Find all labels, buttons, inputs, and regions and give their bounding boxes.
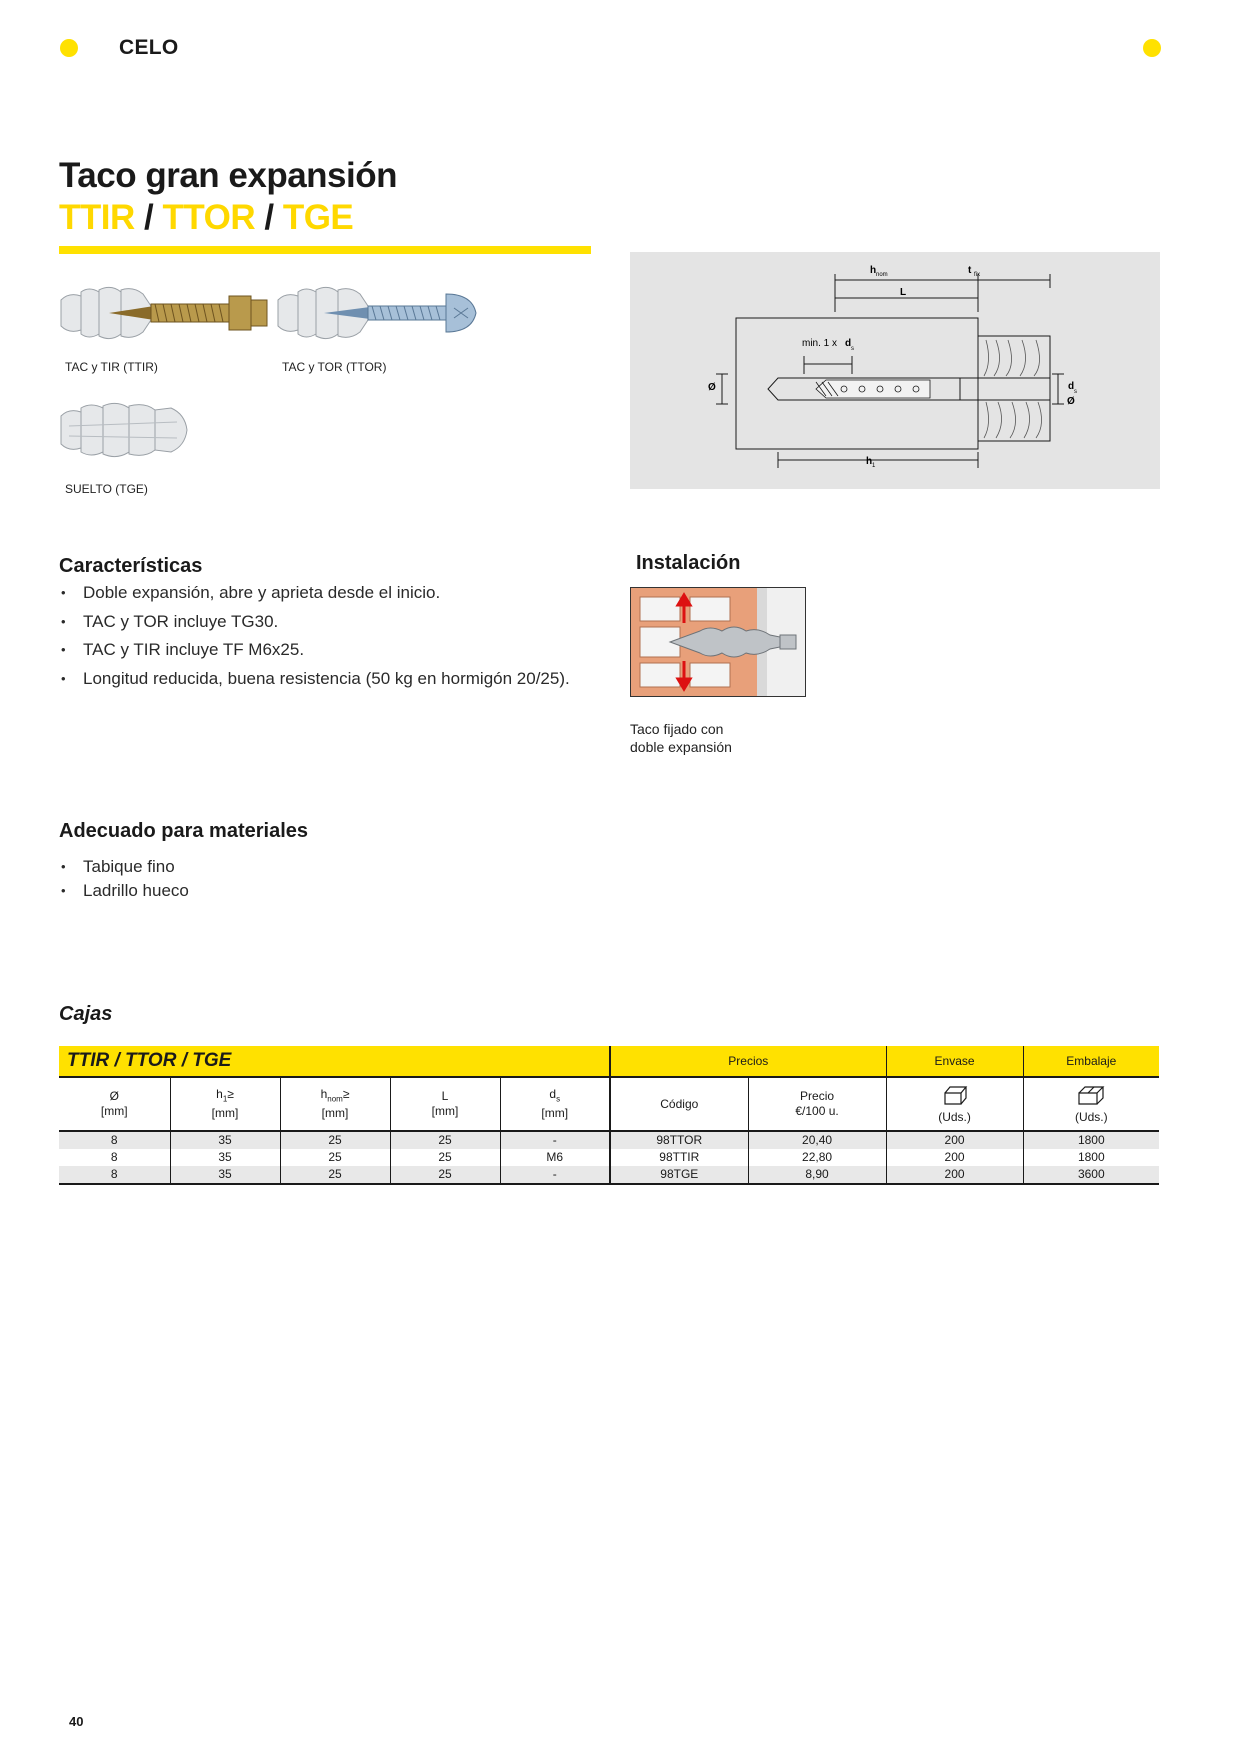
cajas-title: Cajas [59,1003,113,1025]
cell-ds: - [500,1131,610,1149]
svg-text:1: 1 [872,463,876,469]
cell-diam: 8 [59,1149,170,1166]
code-ttir: TTIR [59,198,135,237]
cell-codigo: 98TGE [610,1166,748,1184]
col-envase: (Uds.) [886,1077,1023,1131]
caption-ttir: TAC y TIR (TTIR) [65,360,158,374]
label-ds-right: d [1068,381,1075,392]
caracteristicas-title: Características [59,555,203,577]
materiales-title: Adecuado para materiales [59,820,308,842]
code-ttor: TTOR [162,198,256,237]
col-h1: $h_1\ge$ [mm] [170,1077,280,1131]
cell-envase: 200 [886,1166,1023,1184]
table-title: TTIR / TTOR / TGE [59,1046,610,1077]
box-icon [942,1084,968,1106]
label-min: min. 1 x [802,338,838,349]
list-item: • Doble expansión, abre y aprieta desde el inicio. [59,579,619,608]
product-image-tge [59,400,191,460]
label-hnom: h [870,265,877,276]
label-tfix: t [968,265,972,276]
header-dot-left [60,39,78,57]
product-image-ttir [59,282,269,344]
svg-text:d: d [845,338,852,349]
instalacion-title: Instalación [636,552,741,574]
cell-envase: 200 [886,1149,1023,1166]
cell-hnom: 25 [280,1166,390,1184]
cell-L: 25 [390,1149,500,1166]
svg-text:s: s [1074,389,1077,395]
list-item: • Longitud reducida, buena resistencia (50 kg en hormigón 20/25). [59,665,619,694]
col-embalaje: (Uds.) [1023,1077,1159,1131]
cell-precio: 8,90 [748,1166,886,1184]
cell-embalaje: 1800 [1023,1131,1159,1149]
cajas-table [59,1046,1159,1185]
instalacion-image [630,587,806,697]
col-codigo: Código [610,1077,748,1131]
label-h1: h [866,456,873,467]
caption-ttor: TAC y TOR (TTOR) [282,360,387,374]
materiales-list [59,855,459,903]
cell-L: 25 [390,1131,500,1149]
package-icon [1076,1084,1106,1106]
title-underline [59,246,591,254]
header-embalaje: Embalaje [1023,1046,1159,1077]
col-hnom: $h_{nom}\ge$ [mm] [280,1077,390,1131]
page-number: 40 [69,1714,84,1729]
list-item: • Ladrillo hueco [59,879,459,903]
list-item: • TAC y TIR incluye TF M6x25. [59,636,619,665]
col-diam: Ø [mm] [59,1077,170,1131]
cell-codigo: 98TTIR [610,1149,748,1166]
cell-embalaje: 3600 [1023,1166,1159,1184]
list-item: • TAC y TOR incluye TG30. [59,608,619,637]
caracteristicas-list [59,579,619,693]
instalacion-caption: Taco fijado con doble expansión [630,721,732,755]
cell-diam: 8 [59,1131,170,1149]
code-tge: TGE [282,198,354,237]
cell-L: 25 [390,1166,500,1184]
header-dot-right [1143,39,1161,57]
cell-envase: 200 [886,1131,1023,1149]
header-precios: Precios [610,1046,886,1077]
cell-ds: M6 [500,1149,610,1166]
col-ds: $d_s$ [mm] [500,1077,610,1131]
svg-text:s: s [851,346,854,352]
svg-text:fix: fix [974,272,980,278]
cell-ds: - [500,1166,610,1184]
cell-embalaje: 1800 [1077,1150,1105,1164]
cell-h1: 35 [170,1131,280,1149]
cell-diam: 8 [59,1166,170,1184]
col-precio: Precio €/100 u. [748,1077,886,1131]
label-L: L [900,287,907,298]
list-item: • Tabique fino [59,855,459,879]
cell-codigo: 98TTOR [610,1131,748,1149]
brand-label: CELO [119,36,179,59]
cell-precio: 22,80 [748,1149,886,1166]
technical-diagram [630,252,1160,489]
svg-text:nom: nom [876,272,888,278]
page-subtitle: TTIR / TTOR / TGE [59,198,354,237]
label-diam-left: Ø [708,382,716,393]
cell-hnom: 25 [280,1149,390,1166]
cell-precio: 20,40 [748,1131,886,1149]
product-image-ttor [276,282,486,344]
cell-hnom: 25 [280,1131,390,1149]
header-envase: Envase [886,1046,1023,1077]
cell-h1: 35 [170,1149,280,1166]
page-title: Taco gran expansión [59,156,397,195]
label-diam-right: Ø [1067,396,1075,407]
caption-tge: SUELTO (TGE) [65,482,148,496]
col-L: L [mm] [390,1077,500,1131]
cell-h1: 35 [170,1166,280,1184]
